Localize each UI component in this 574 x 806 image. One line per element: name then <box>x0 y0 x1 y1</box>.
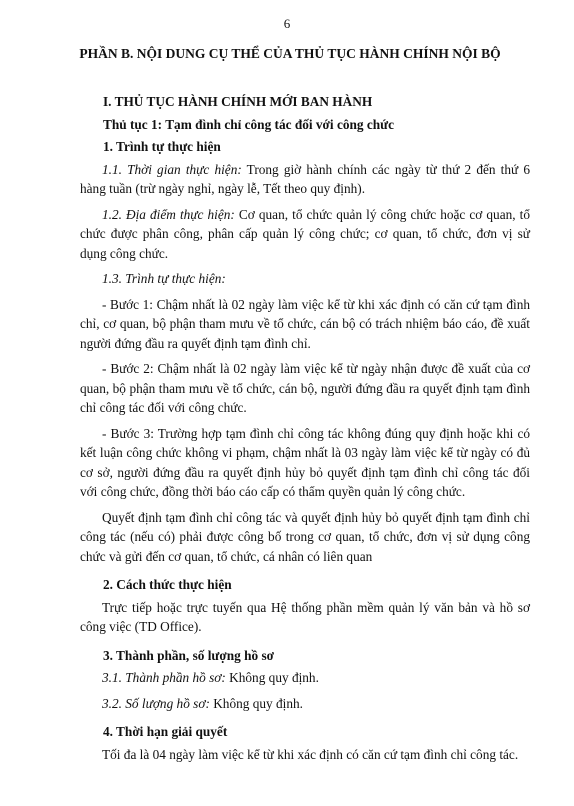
text-3-2: Không quy định. <box>209 695 303 711</box>
paragraph-1-2 <box>80 205 530 264</box>
heading-4: 4. Thời hạn giải quyết <box>103 724 228 739</box>
text-1-2: Cơ quan, tổ chức quản lý công chức hoặc cơ quan, tổ chức được phân công, phân cấp quản lý công chức; cơ quan, tổ chức, đơn vị sử dụng công chức. <box>80 206 530 261</box>
label-1-1: 1.1. Thời gian thực hiện: <box>102 161 242 177</box>
label-1-2: 1.2. Địa điểm thực hiện: <box>102 206 235 222</box>
page-number: 6 <box>283 16 291 31</box>
heading-1: 1. Trình tự thực hiện <box>103 139 221 154</box>
text-3-1: Không quy định. <box>225 670 319 685</box>
step-2: - Bước 2: Chậm nhất là 02 ngày làm việc kể từ ngày nhận được đề xuất của cơ quan, bộ phận tham mưu về tổ chức, cán bộ, người đứng đầu ra quyết định tạm đình chỉ công tác đối với công chức. <box>80 361 530 415</box>
paragraph-4: Tối đa là 04 ngày làm việc kể từ khi xác định có căn cứ tạm đình chỉ công tác. <box>102 746 519 762</box>
label-3-2: 3.2. Số lượng hồ sơ: <box>102 695 210 711</box>
paragraph-3-1 <box>80 668 530 688</box>
decision-paragraph: Quyết định tạm đình chỉ công tác và quyết định hủy bỏ quyết định tạm đình chỉ công tác (nếu có) phải được công bố trong cơ quan, tổ chức, đơn vị sử dụng công chức và gửi đến cơ quan, tổ chức, cá nhân có liên quan <box>80 509 530 564</box>
document-body <box>80 86 530 764</box>
paragraph-3-2 <box>80 694 530 714</box>
heading-3: 3. Thành phần, số lượng hồ sơ <box>103 647 275 663</box>
step-1: - Bước 1: Chậm nhất là 02 ngày làm việc kể từ khi xác định có căn cứ tạm đình chỉ, cơ quan, bộ phận tham mưu về tổ chức, cán bộ có trách nhiệm báo cáo, đề xuất người đứng đầu ra quyết định tạm đình chỉ. <box>80 296 530 351</box>
part-title: PHẦN B. NỘI DUNG CỤ THỂ CỦA THỦ TỤC HÀNH CHÍNH NỘI BỘ <box>79 46 501 61</box>
section-heading: I. THỦ TỤC HÀNH CHÍNH MỚI BAN HÀNH <box>103 94 373 109</box>
text-1-1: Trong giờ hành chính các ngày từ thứ 2 đến thứ 6 hàng tuần (trừ ngày nghỉ, ngày lễ, Tết theo quy định). <box>80 161 530 196</box>
procedure-title: Thủ tục 1: Tạm đình chỉ công tác đối với công chức <box>103 116 395 132</box>
paragraph-2: Trực tiếp hoặc trực tuyến qua Hệ thống phần mềm quản lý văn bản và hồ sơ công việc (TD Office). <box>80 599 530 634</box>
heading-2: 2. Cách thức thực hiện <box>103 577 232 592</box>
label-3-1: 3.1. Thành phần hồ sơ: <box>102 670 226 685</box>
paragraph-1-1 <box>80 160 530 199</box>
label-1-3: 1.3. Trình tự thực hiện: <box>102 271 226 286</box>
step-3: - Bước 3: Trường hợp tạm đình chỉ công tác không đúng quy định hoặc khi có kết luận công chức không vi phạm, chậm nhất là 03 ngày làm việc kể từ ngày có đủ cơ sở, người đứng đầu ra quyết định hủy bỏ quyết định tạm đình chỉ công tác đối với công chức, đồng thời báo cáo cấp có thẩm quyền quản lý công chức. <box>80 425 530 499</box>
